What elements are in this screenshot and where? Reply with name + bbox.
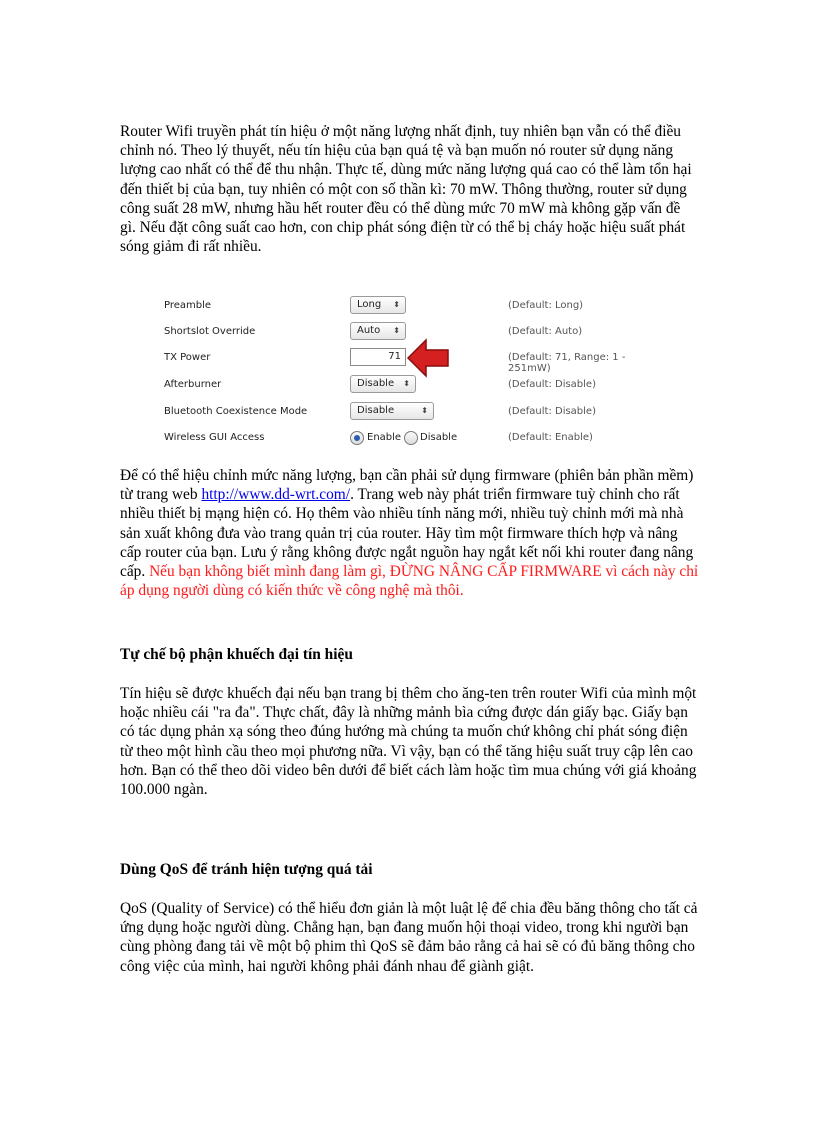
select-value: Auto [357,325,381,336]
setting-row-tx-power [160,348,640,374]
setting-label: Bluetooth Coexistence Mode [164,406,308,417]
setting-default: (Default: Auto) [508,326,583,337]
setting-row-preamble [160,296,640,318]
select-value: Long [357,299,382,310]
setting-default: (Default: 71, Range: 1 - 251mW) [508,352,626,374]
setting-default: (Default: Enable) [508,432,593,443]
setting-row-afterburner [160,375,640,397]
setting-label: TX Power [164,352,211,363]
setting-row-gui-access [160,428,640,450]
select-arrows-icon: ⬍ [393,326,400,335]
red-arrow-icon [406,338,450,378]
select-arrows-icon: ⬍ [403,379,410,388]
setting-label: Wireless GUI Access [164,432,265,443]
heading-qos: Dùng QoS để tránh hiện tượng quá tải [120,861,373,878]
enable-radio[interactable] [350,431,364,445]
paragraph-router-power: Router Wifi truyền phát tín hiệu ở một năng lượng nhất định, tuy nhiên bạn vẫn có thể điều chỉnh nó. Theo lý thuyết, nếu tín hiệu của bạn quá tệ và bạn muốn nó router sử dụng năng lượng cao nhất có thể để thu nhận. Thực tế, dùng mức năng lượng quá cao có thể làm tổn hại đến thiết bị của bạn, tuy nhiên có một con số thần kì: 70 mW. Thông thường, router sử dụng công suất 28 mW, nhưng hầu hết router đều có thể dùng mức 70 mW mà không gặp vấn đề gì. Nếu đặt công suất cao hơn, con chip phát sóng điện từ có thể bị cháy hoặc hiệu suất phát sóng giảm đi rất nhiều. [120,123,692,256]
setting-label: Shortslot Override [164,326,256,337]
setting-row-shortslot [160,322,640,344]
setting-label: Preamble [164,300,212,311]
firmware-text: Để có thể hiệu chỉnh mức năng lượng, bạn cần phải sử dụng firmware (phiên bản phần mềm) từ trang web [120,467,694,504]
disable-radio-label: Disable [420,432,458,443]
paragraph-qos: QoS (Quality of Service) có thể hiểu đơn giản là một luật lệ để chia đều băng thông cho tất cả ứng dụng hoặc người dùng. Chẳng hạn, bạn đang muốn hội thoại video, trong khi người bạn cùng phòng đang tải về một bộ phim thì QoS sẽ đảm bảo rằng cả hai sẽ có đủ băng thông cho công việc của mình, hai người không phải đánh nhau để giành giật. [120,900,698,975]
disable-radio[interactable] [404,431,418,445]
firmware-text-cont: . Trang web này phát triển firmware tuỳ chỉnh cho rất nhiều thiết bị mạng hiện có. Họ thêm vào nhiều tính năng mới, nhiều tuỳ chỉnh mới mà nhà sản xuất không đưa vào trang quản trị của router. Hãy tìm một firmware thích hợp và nâng cấp router của bạn. Lưu ý rằng không được ngắt nguồn hay ngắt kết nối khi router đang nâng cấp. [120,486,694,581]
afterburner-select[interactable] [350,375,416,393]
setting-default: (Default: Long) [508,300,584,311]
dd-wrt-link[interactable]: http://www.dd-wrt.com/ [201,486,351,504]
select-arrows-icon: ⬍ [393,300,400,309]
shortslot-select[interactable] [350,322,406,340]
heading-signal-amplifier: Tự chế bộ phận khuếch đại tín hiệu [120,646,353,663]
select-arrows-icon: ⬍ [421,406,428,415]
bluetooth-select[interactable] [350,402,434,420]
enable-radio-label: Enable [367,432,402,443]
select-value: Disable [357,378,395,389]
firmware-warning: Nếu bạn không biết mình đang làm gì, ĐỪNG NÂNG CẤP FIRMWARE vì cách này chỉ áp dụng người dùng có kiến thức về công nghệ mà thôi. [120,563,699,600]
paragraph-amplifier: Tín hiệu sẽ được khuếch đại nếu bạn trang bị thêm cho ăng-ten trên router Wifi của mình một hoặc nhiều cái "ra đa". Thực chất, đây là những mảnh bìa cứng được dán giấy bạc. Giấy bạn có tác dụng phản xạ sóng theo đúng hướng mà chúng ta muốn chứ không chỉ phát sóng điện từ theo một hình cầu theo mọi phương nữa. Vì vậy, bạn có thể tăng hiệu suất truy cập lên cao hơn. Bạn có thể theo dõi video bên dưới để biết cách làm hoặc tìm mua chúng với giá khoảng 100.000 ngàn. [120,685,697,799]
tx-power-input[interactable]: 71 [350,348,406,366]
setting-default: (Default: Disable) [508,379,596,390]
router-settings-screenshot [160,290,640,448]
setting-label: Afterburner [164,379,222,390]
setting-default: (Default: Disable) [508,406,596,417]
setting-row-bluetooth [160,402,640,424]
paragraph-firmware [120,466,700,600]
arrow-shape [408,340,448,376]
select-value: Disable [357,405,395,416]
preamble-select[interactable] [350,296,406,314]
